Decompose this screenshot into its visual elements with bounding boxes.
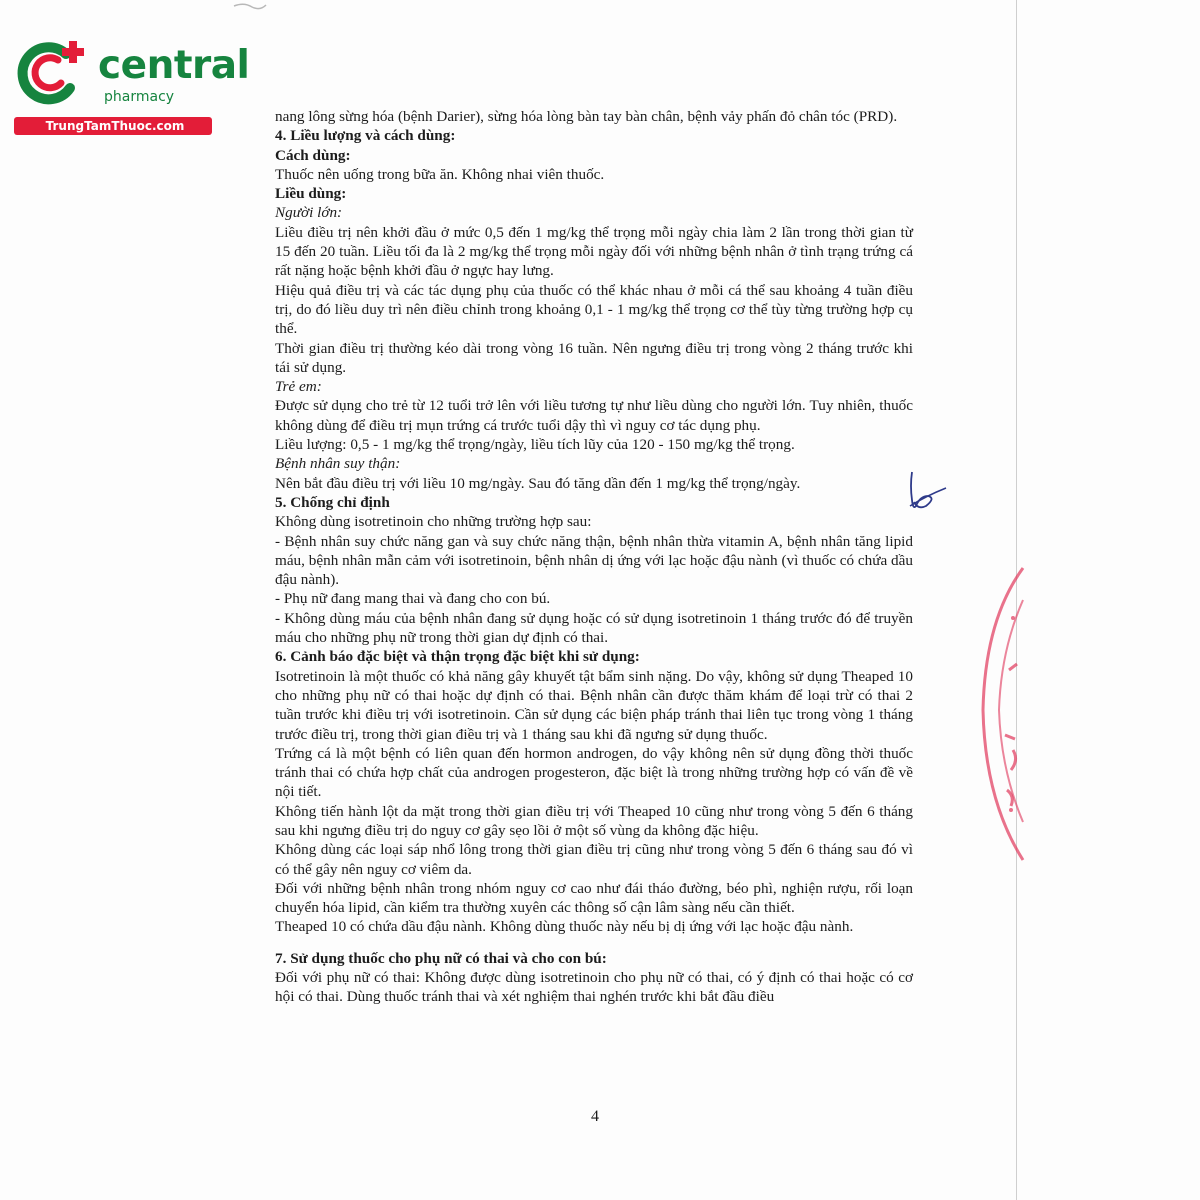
- logo-name: central: [98, 43, 250, 88]
- logo-subtitle: pharmacy: [104, 89, 175, 105]
- paragraph: Isotretinoin là một thuốc có khả năng gây khuyết tật bẩm sinh nặng. Do vậy, không sử dụng Theaped 10 cho những phụ nữ có thai hoặc dự định có thai. Bệnh nhân cần được thăm khám để loại trừ có thai 2 tuần trước khi điều trị với isotretinoin. Cần sử dụng các biện pháp tránh thai liên tục trong vòng 1 tháng trước điều trị, trong thời gian điều trị và 1 tháng sau khi đã ngưng sử dụng thuốc.: [275, 667, 913, 743]
- paragraph: - Không dùng máu của bệnh nhân đang sử dụng hoặc có sử dụng isotretinoin 1 tháng trước đó để truyền máu cho những phụ nữ trong thời gian dự định có thai.: [275, 609, 913, 647]
- scan-mark-icon: [230, 0, 270, 14]
- section-heading: Liều dùng:: [275, 185, 347, 203]
- paragraph: - Bệnh nhân suy chức năng gan và suy chức năng thận, bệnh nhân thừa vitamin A, bệnh nhân tăng lipid máu, bệnh nhân mẫn cảm với isotretinoin, bệnh nhân dị ứng với lạc hoặc đậu nành (vì thuốc có chứa dầu đậu nành).: [275, 532, 913, 589]
- paragraph: Không dùng isotretinoin cho những trường hợp sau:: [275, 513, 592, 531]
- section-heading: 5. Chống chỉ định: [275, 493, 390, 511]
- paragraph: Thuốc nên uống trong bữa ăn. Không nhai viên thuốc.: [275, 165, 605, 183]
- paragraph: Nên bắt đầu điều trị với liều 10 mg/ngày. Sau đó tăng dần đến 1 mg/kg thể trọng/ngày.: [275, 474, 801, 492]
- paragraph: Được sử dụng cho trẻ từ 12 tuổi trở lên với liều tương tự như liều dùng cho người lớn. Tuy nhiên, thuốc không dùng để điều trị mụn trứng cá trước tuổi dậy thì vì nguy cơ tác dụng phụ.: [275, 397, 913, 434]
- logo-url: TrungTamThuoc.com: [45, 119, 185, 133]
- subheading: Bệnh nhân suy thận:: [275, 455, 401, 473]
- pharmacy-c-cross-icon: [14, 36, 90, 112]
- company-stamp-icon: [965, 560, 1025, 870]
- handwritten-signature-icon: [890, 466, 950, 526]
- paragraph: - Phụ nữ đang mang thai và đang cho con bú.: [275, 590, 551, 608]
- section-heading: Cách dùng:: [275, 146, 351, 164]
- subheading: Trẻ em:: [275, 378, 322, 396]
- paragraph: Trứng cá là một bệnh có liên quan đến hormon androgen, do vậy không nên sử dụng đồng thời thuốc tránh thai có chứa hợp chất của androgen progesteron, đặc biệt là trong những trường hợp có vấn đề về nội tiết.: [275, 744, 913, 801]
- paragraph: Liều lượng: 0,5 - 1 mg/kg thể trọng/ngày, liều tích lũy của 120 - 150 mg/kg thể trọng.: [275, 436, 795, 454]
- paragraph: Không dùng các loại sáp nhổ lông trong thời gian điều trị cũng như trong vòng 5 đến 6 tháng sau đó vì có thể gây nên nguy cơ viêm da.: [275, 841, 913, 878]
- paragraph: Hiệu quả điều trị và các tác dụng phụ của thuốc có thể khác nhau ở mỗi cá thể sau khoảng 4 tuần điều trị, do đó liều duy trì nên điều chỉnh trong khoảng 0,1 - 1 mg/kg thể trọng cơ thể tùy từng trường hợp cụ thể.: [275, 281, 913, 338]
- paragraph: Đối với phụ nữ có thai: Không được dùng isotretinoin cho phụ nữ có thai, có ý định có thai hoặc có cơ hội có thai. Dùng thuốc tránh thai và xét nghiệm thai nghén trước khi bắt đầu điều: [275, 969, 913, 1006]
- subheading: Người lớn:: [275, 204, 343, 222]
- paragraph: Liều điều trị nên khởi đầu ở mức 0,5 đến 1 mg/kg thể trọng mỗi ngày chia làm 2 lần trong thời gian từ 15 đến 20 tuần. Liều tối đa là 2 mg/kg thể trọng mỗi ngày đối với những bệnh nhân ở tình trạng trứng cá rất nặng hoặc bệnh khởi đầu ở ngực hay lưng.: [275, 223, 913, 280]
- paragraph: Đối với những bệnh nhân trong nhóm nguy cơ cao như đái tháo đường, béo phì, nghiện rượu, rối loạn chuyển hóa lipid, cần kiểm tra thường xuyên các thông số cận lâm sàng nếu cần thiết.: [275, 879, 913, 917]
- paragraph-gap: [275, 937, 913, 949]
- paragraph: nang lông sừng hóa (bệnh Darier), sừng hóa lòng bàn tay bàn chân, bệnh vảy phấn đỏ chân tóc (PRD).: [275, 108, 898, 125]
- paragraph: Không tiến hành lột da mặt trong thời gian điều trị với Theaped 10 cũng như trong vòng 5 đến 6 tháng sau khi ngưng điều trị do nguy cơ gây sẹo lồi ở một số vùng da không đặc hiệu.: [275, 802, 913, 839]
- document-body: [275, 107, 913, 1007]
- section-heading: 7. Sử dụng thuốc cho phụ nữ có thai và cho con bú:: [275, 949, 607, 967]
- paragraph: Theaped 10 có chứa dầu đậu nành. Không dùng thuốc này nếu bị dị ứng với lạc hoặc đậu nành.: [275, 918, 854, 936]
- central-pharmacy-logo: [8, 36, 250, 136]
- section-heading: 4. Liều lượng và cách dùng:: [275, 127, 456, 145]
- section-heading: 6. Cảnh báo đặc biệt và thận trọng đặc biệt khi sử dụng:: [275, 648, 640, 666]
- page-number: 4: [591, 1108, 599, 1125]
- paragraph: Thời gian điều trị thường kéo dài trong vòng 16 tuần. Nên ngưng điều trị trong vòng 2 tháng trước khi tái sử dụng.: [275, 339, 913, 376]
